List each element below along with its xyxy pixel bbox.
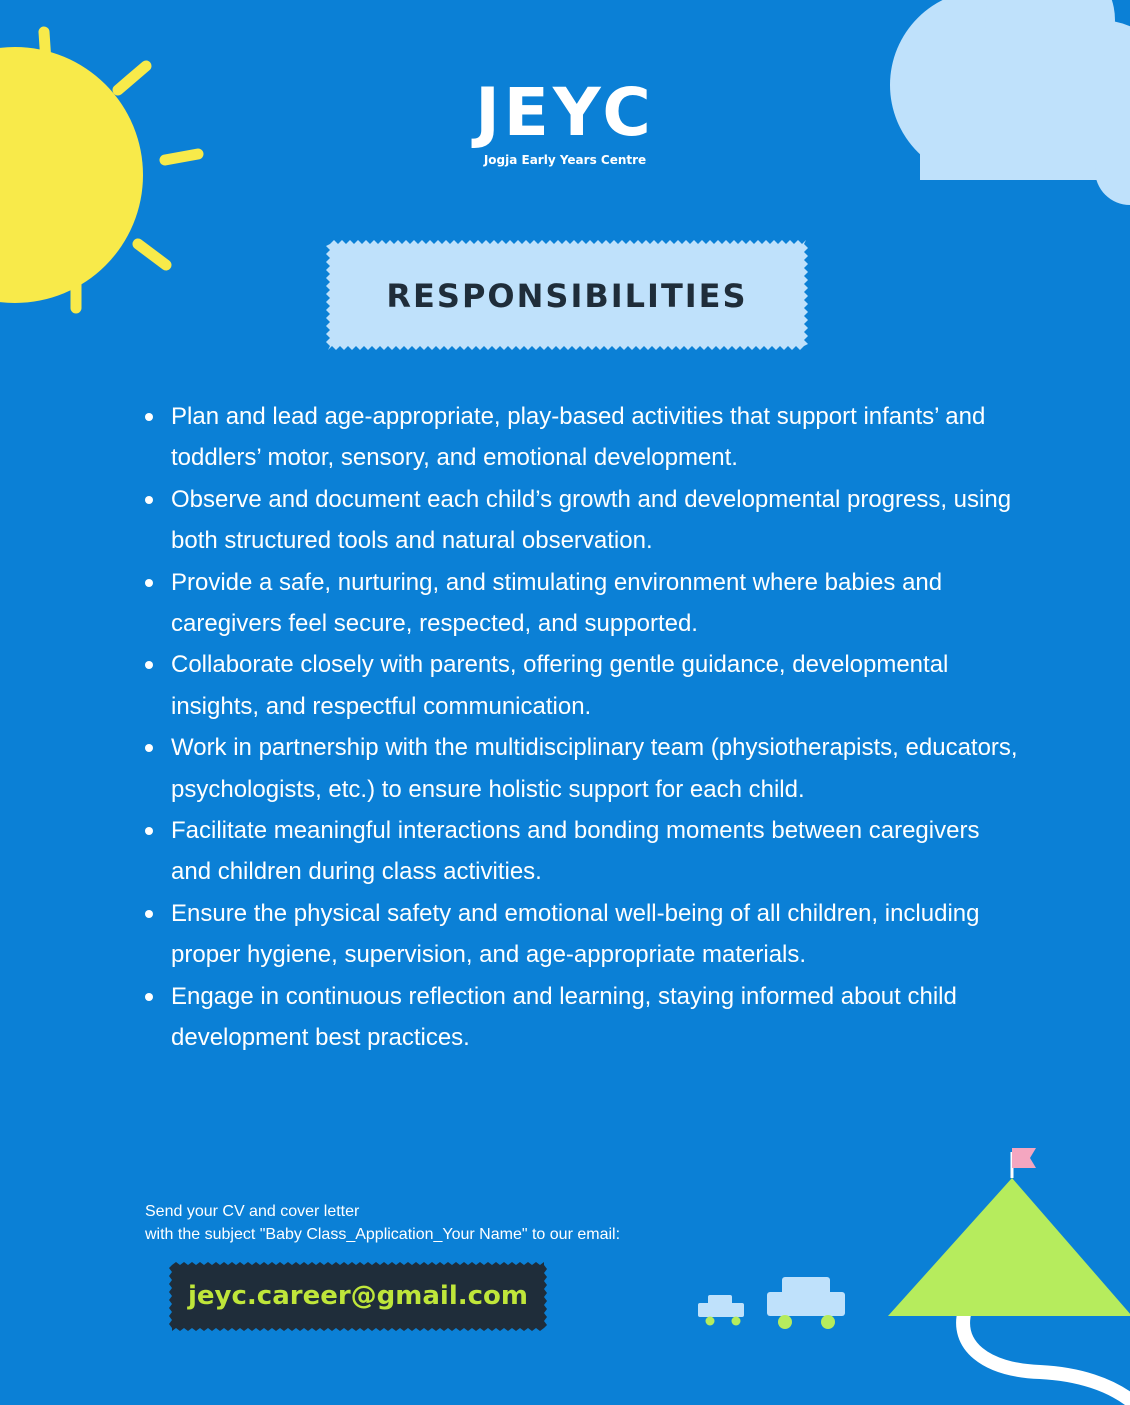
tent-icon bbox=[888, 1148, 1130, 1316]
flag-icon bbox=[1012, 1148, 1036, 1168]
section-heading: RESPONSIBILITIES bbox=[386, 277, 748, 315]
list-item: Plan and lead age-appropriate, play-based activities that support infants’ and toddlers’ motor, sensory, and emotional development. bbox=[145, 396, 1025, 479]
car-icon bbox=[698, 1295, 744, 1326]
logo bbox=[0, 74, 1130, 168]
list-item: Work in partnership with the multidisciplinary team (physiotherapists, educators, psychologists, etc.) to ensure holistic support for each child. bbox=[145, 727, 1025, 810]
list-item: Collaborate closely with parents, offering gentle guidance, developmental insights, and respectful communication. bbox=[145, 644, 1025, 727]
application-instructions bbox=[145, 1200, 765, 1246]
list-item: Facilitate meaningful interactions and bonding moments between caregivers and children during class activities. bbox=[145, 810, 1025, 893]
list-item: Provide a safe, nurturing, and stimulating environment where babies and caregivers feel secure, respected, and supported. bbox=[145, 562, 1025, 645]
path-icon bbox=[963, 1310, 1130, 1400]
logo-title: JEYC bbox=[475, 74, 655, 151]
instructions-line: with the subject "Baby Class_Application_Your Name" to our email: bbox=[145, 1226, 621, 1243]
logo-subtitle: Jogja Early Years Centre bbox=[483, 153, 647, 167]
list-item: Ensure the physical safety and emotional well-being of all children, including proper hygiene, supervision, and age-appropriate materials. bbox=[145, 893, 1025, 976]
instructions-line: Send your CV and cover letter bbox=[145, 1203, 360, 1220]
email-address[interactable]: jeyc.career@gmail.com bbox=[188, 1281, 528, 1311]
car-icon bbox=[767, 1277, 845, 1329]
responsibilities-list bbox=[145, 396, 1025, 1059]
list-item: Engage in continuous reflection and learning, staying informed about child development best practices. bbox=[145, 976, 1025, 1059]
list-item: Observe and document each child’s growth and developmental progress, using both structured tools and natural observation. bbox=[145, 479, 1025, 562]
sun-icon bbox=[0, 32, 198, 308]
